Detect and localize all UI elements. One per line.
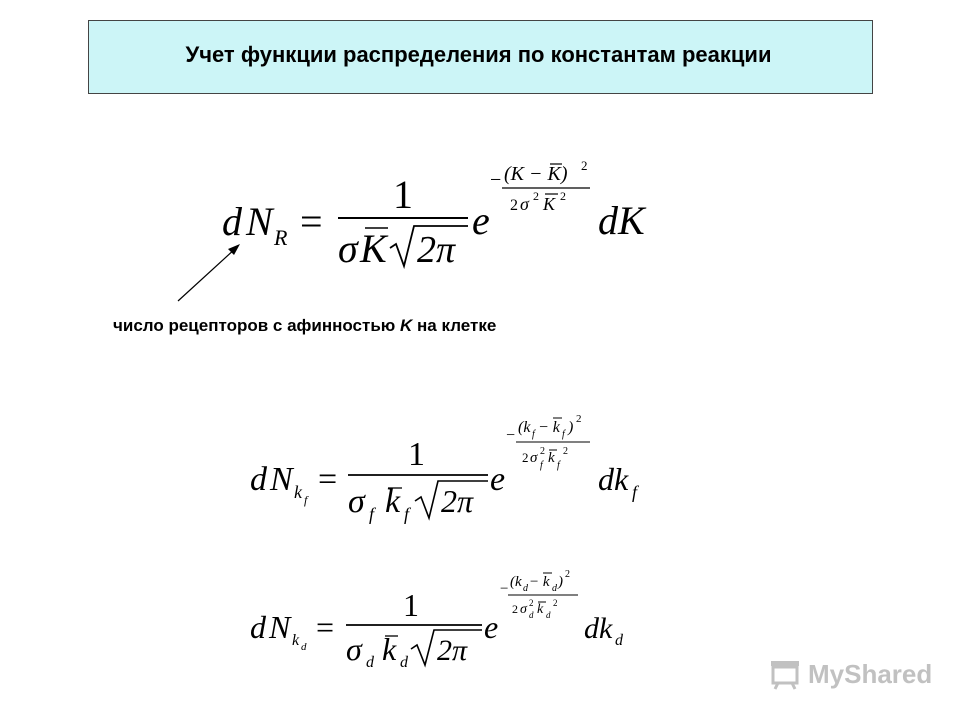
formula2-lhs-d: d bbox=[250, 461, 267, 498]
formula3-sigma: σ bbox=[346, 631, 362, 667]
watermark-text: MyShared bbox=[808, 658, 933, 689]
formula2-tail-dk: dk bbox=[598, 461, 629, 497]
formula3-exp-num-close: ) bbox=[558, 574, 563, 590]
formula-dN-kd bbox=[248, 566, 648, 681]
formula3-k: k bbox=[382, 631, 397, 667]
formula2-exp-minus: − bbox=[506, 427, 516, 444]
formula2-exp-den-sq: 2 bbox=[540, 446, 545, 457]
formula1-lhs-N: N bbox=[246, 199, 273, 244]
formula1-equals: = bbox=[300, 199, 323, 244]
formula2-exp-den-sub2: f bbox=[557, 460, 560, 471]
formula1-lhs-sub: R bbox=[274, 225, 288, 250]
formula2-equals: = bbox=[318, 461, 338, 498]
formula2-exp-num-close: ) bbox=[568, 419, 574, 436]
formula2-lhs-sub: k bbox=[294, 482, 302, 502]
formula2-numerator: 1 bbox=[408, 436, 425, 473]
slide-title-box bbox=[88, 20, 873, 94]
watermark bbox=[768, 656, 932, 692]
formula2-sigma-sub: f bbox=[369, 504, 375, 524]
formula2-exp-num-s1: f bbox=[532, 429, 535, 440]
formula2-exp-num-sq: 2 bbox=[576, 413, 582, 425]
formula3-lhs-sub: k bbox=[292, 632, 300, 649]
formula2-exp-den-sigma: σ bbox=[530, 450, 538, 466]
formula1-numerator: 1 bbox=[393, 172, 413, 217]
formula2-lhs-N: N bbox=[270, 461, 293, 498]
formula3-sigma-sub: d bbox=[366, 654, 374, 671]
formula2-lhs-subsub: f bbox=[304, 493, 308, 507]
formula1-e: e bbox=[472, 198, 490, 243]
formula3-exp-num-sq: 2 bbox=[565, 569, 570, 580]
formula1-two-pi: 2π bbox=[417, 229, 456, 271]
formula2-exp-num-s2: f bbox=[562, 429, 565, 440]
formula3-exp-den-two: 2 bbox=[512, 602, 518, 616]
formula1-lhs-d: d bbox=[222, 199, 242, 244]
formula2-exp-num-mid: − k bbox=[538, 419, 560, 436]
formula3-exp-num-open: (k bbox=[510, 574, 522, 590]
caption-suffix: на клетке bbox=[412, 316, 497, 335]
formula1-exp-den-sq2: 2 bbox=[560, 189, 566, 203]
formula2-tail-sub: f bbox=[632, 482, 638, 502]
caption-arrow bbox=[170, 240, 250, 310]
formula3-exp-num-mid: − k bbox=[529, 574, 550, 590]
formula3-exp-den-sq2: 2 bbox=[553, 598, 558, 608]
formula2-exp-num-open: (k bbox=[518, 419, 531, 436]
caption-var: K bbox=[400, 316, 413, 335]
formula1-exp-den-sq1: 2 bbox=[533, 189, 539, 203]
formula3-lhs-N: N bbox=[269, 609, 291, 645]
formula1-exp-den-two: 2 bbox=[510, 197, 518, 214]
formula3-exp-den-sigma: σ bbox=[520, 602, 527, 617]
formula2-k-sub: f bbox=[404, 504, 410, 524]
formula2-two-pi: 2π bbox=[441, 483, 474, 519]
formula2-sigma: σ bbox=[348, 483, 365, 520]
formula2-e: e bbox=[490, 461, 506, 498]
formula-dN-kf bbox=[248, 410, 658, 535]
formula1-exp-minus: − bbox=[490, 169, 502, 191]
formula2-exp-den-sq2: 2 bbox=[563, 446, 568, 457]
formula3-exp-den-k: k bbox=[537, 602, 544, 617]
formula3-exp-num-s1: d bbox=[523, 583, 528, 594]
formula3-lhs-subsub: d bbox=[301, 641, 307, 653]
formula1-exp-den-sigma: σ bbox=[520, 194, 529, 214]
formula2-exp-den-sub1: f bbox=[540, 460, 543, 471]
formula3-tail-dk: dk bbox=[584, 612, 613, 645]
formula1-sigma: σ bbox=[338, 226, 358, 271]
caption-prefix: число рецепторов с афинностью bbox=[113, 316, 401, 335]
projector-screen-icon bbox=[768, 658, 802, 690]
formula1-exp-num-sq: 2 bbox=[581, 158, 588, 173]
formula1-exp-den-K: K bbox=[543, 194, 556, 214]
formula1-dK: dK bbox=[598, 198, 645, 243]
formula3-two-pi: 2π bbox=[437, 634, 468, 667]
formula3-k-sub: d bbox=[400, 654, 408, 671]
slide-title: Учет функции распределения по константам реакции bbox=[185, 42, 772, 67]
formula3-tail-sub: d bbox=[615, 632, 623, 649]
arrow-shaft bbox=[178, 248, 236, 301]
formula3-equals: = bbox=[316, 609, 335, 645]
formula3-exp-num-s2: d bbox=[552, 583, 557, 594]
formula2-exp-den-k: k bbox=[548, 450, 555, 466]
formula3-exp-den-sub2: d bbox=[546, 610, 551, 620]
formula3-exp-den-sub1: d bbox=[529, 610, 534, 620]
formula3-numerator: 1 bbox=[403, 587, 419, 623]
formula3-exp-den-sq: 2 bbox=[529, 598, 534, 608]
formula2-k: k bbox=[385, 483, 401, 520]
formula1-exp-num: (K − K) bbox=[504, 163, 568, 185]
formula3-lhs-d: d bbox=[250, 609, 266, 645]
formula-dN-R bbox=[210, 150, 680, 280]
formula3-exp-minus: − bbox=[500, 581, 509, 597]
formula3-e: e bbox=[484, 609, 499, 645]
formula1-K: K bbox=[360, 226, 387, 271]
caption bbox=[113, 316, 496, 336]
formula2-exp-den-two: 2 bbox=[522, 450, 529, 465]
